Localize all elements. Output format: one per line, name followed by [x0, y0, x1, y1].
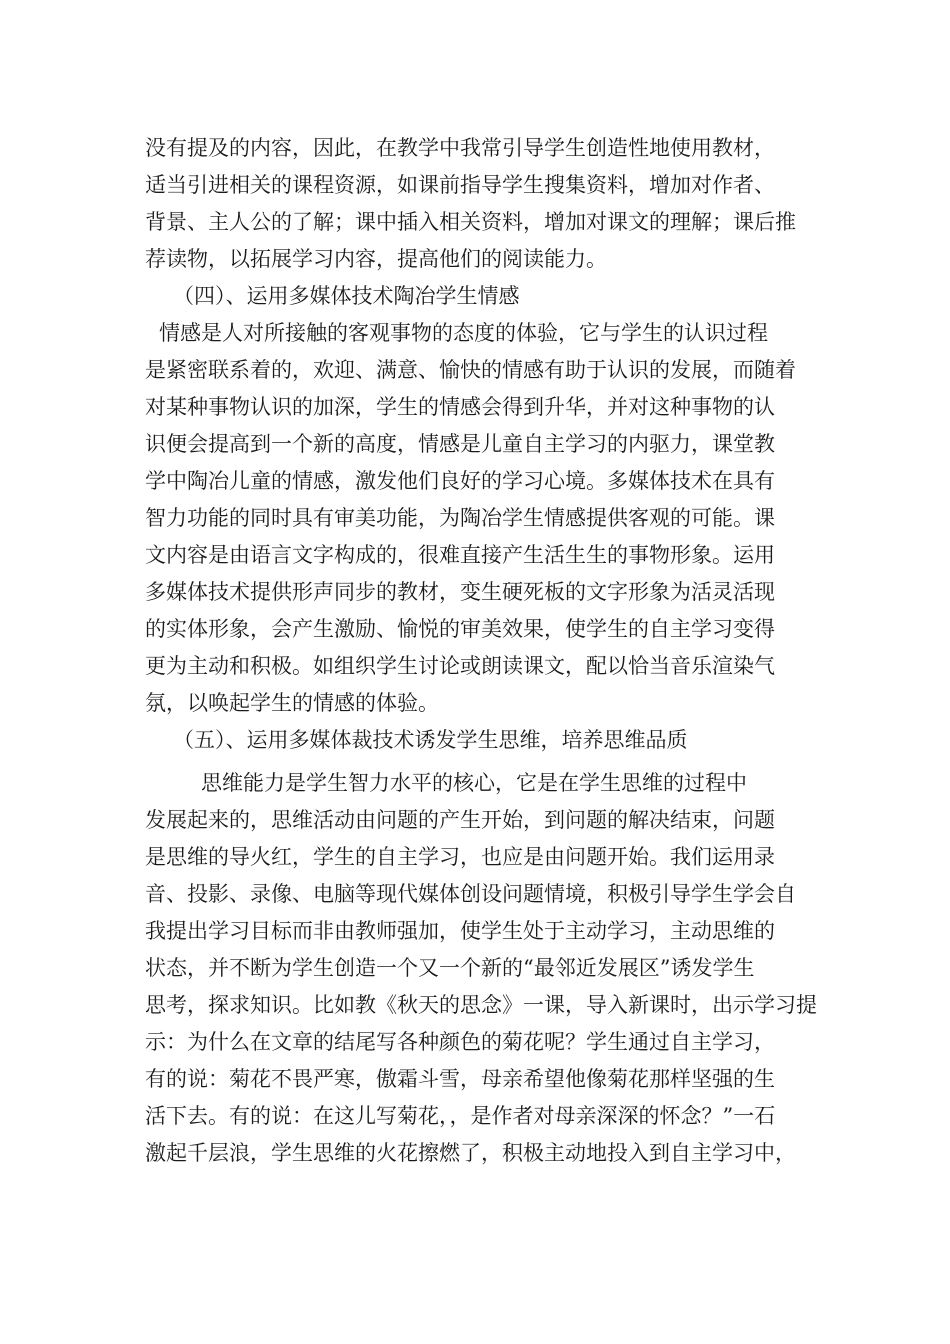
text-line: 背景、主人公的了解；课中插入相关资料，增加对课文的理解；课后推 — [145, 210, 796, 234]
text-line: 有的说：菊花不畏严寒，傲霜斗雪，母亲希望他像菊花那样坚强的生 — [145, 1067, 775, 1091]
text-line: 荐读物，以拓展学习内容，提高他们的阅读能力。 — [145, 247, 607, 271]
text-line: 思考，探求知识。比如教《秋天的思念》一课，导入新课时，出示学习提 — [145, 993, 817, 1017]
text-line: 适当引进相关的课程资源，如课前指导学生搜集资料，增加对作者、 — [145, 173, 775, 197]
text-line: 思维能力是学生智力水平的核心，它是在学生思维的过程中 — [201, 771, 747, 795]
section-5-heading: （五）、运用多媒体裁技术诱发学生思维，培养思维品质 — [173, 728, 688, 752]
text-line: 多媒体技术提供形声同步的教材，变生硬死板的文字形象为活灵活现 — [145, 580, 775, 604]
text-line: 氛，以唤起学生的情感的体验。 — [145, 691, 439, 715]
continuation-paragraph — [145, 130, 825, 278]
text-line: 激起千层浪，学生思维的火花擦燃了，积极主动地投入到自主学习中， — [145, 1141, 796, 1165]
text-line: 是思维的导火红，学生的自主学习，也应是由问题开始。我们运用录 — [145, 845, 775, 869]
text-line: 识便会提高到一个新的高度，情感是儿童自主学习的内驱力，课堂教 — [145, 432, 775, 456]
text-line: 示：为什么在文章的结尾写各种颜色的菊花呢？学生通过自主学习， — [145, 1030, 775, 1054]
document-body — [145, 130, 825, 1172]
text-line: 没有提及的内容，因此，在教学中我常引导学生创造性地使用教材， — [145, 136, 775, 160]
text-line: 状态，并不断为学生创造一个又一个新的“最邻近发展区”诱发学生 — [145, 956, 755, 980]
text-line: 文内容是由语言文字构成的，很难直接产生活生生的事物形象。运用 — [145, 543, 775, 567]
text-line: 的实体形象，会产生激励、愉悦的审美效果，使学生的自主学习变得 — [145, 617, 775, 641]
section-5-paragraph — [145, 765, 825, 1172]
text-line: 情感是人对所接触的客观事物的态度的体验，它与学生的认识过程 — [159, 321, 768, 345]
text-line: 更为主动和积极。如组织学生讨论或朗读课文，配以恰当音乐渲染气 — [145, 654, 775, 678]
text-line: 智力功能的同时具有审美功能，为陶冶学生情感提供客观的可能。课 — [145, 506, 775, 530]
text-line: 对某种事物认识的加深，学生的情感会得到升华，并对这种事物的认 — [145, 395, 775, 419]
text-line: 活下去。有的说：在这儿写菊花，，是作者对母亲深深的怀念？”一石 — [145, 1104, 776, 1128]
text-line: 学中陶冶儿童的情感，激发他们良好的学习心境。多媒体技术在具有 — [145, 469, 775, 493]
text-line: 我提出学习目标而非由教师强加，使学生处于主动学习，主动思维的 — [145, 919, 775, 943]
section-4-paragraph — [145, 315, 825, 722]
text-line: 音、投影、录像、电脑等现代媒体创设问题情境，积极引导学生学会自 — [145, 882, 796, 906]
text-line: 是紧密联系着的，欢迎、满意、愉快的情感有助于认识的发展，而随着 — [145, 358, 796, 382]
section-4-heading: （四）、运用多媒体技术陶冶学生情感 — [173, 284, 520, 308]
text-line: 发展起来的，思维活动由问题的产生开始，到问题的解决结束，问题 — [145, 808, 775, 832]
